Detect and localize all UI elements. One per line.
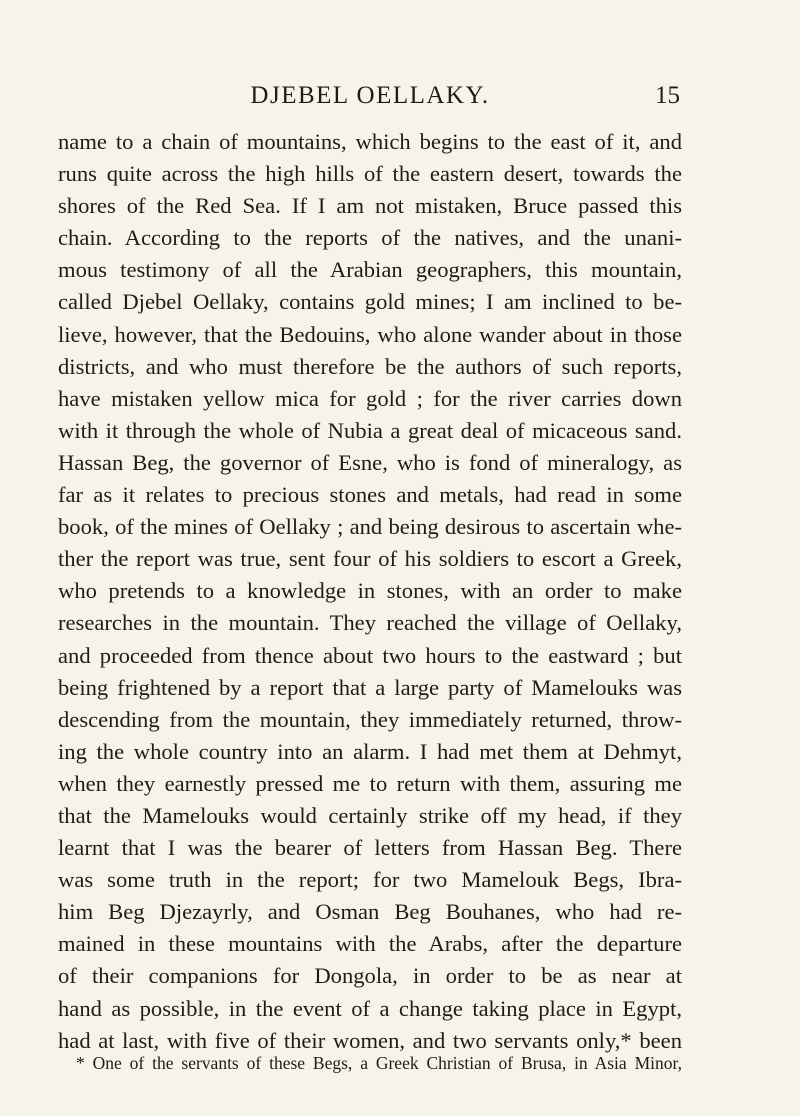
text-line: called Djebel Oellaky, contains gold mines; I am inclined to be-: [58, 289, 682, 315]
text-line: when they earnestly pressed me to return with them, assuring me: [58, 770, 682, 796]
text-line: runs quite across the high hills of the eastern desert, towards the: [58, 161, 682, 187]
text-line: with it through the whole of Nubia a great deal of micaceous sand.: [58, 417, 682, 443]
body-text: [58, 126, 682, 1057]
text-line: have mistaken yellow mica for gold ; for the river carries down: [58, 385, 682, 411]
text-line: was some truth in the report; for two Mamelouk Begs, Ibra-: [58, 867, 682, 893]
text-line: had at last, with five of their women, and two servants only,* been: [58, 1027, 682, 1053]
text-line: far as it relates to precious stones and metals, had read in some: [58, 482, 682, 508]
text-line: ther the report was true, sent four of his soldiers to escort a Greek,: [58, 546, 682, 572]
text-line: ing the whole country into an alarm. I had met them at Dehmyt,: [58, 738, 682, 764]
text-line: that the Mamelouks would certainly strike off my head, if they: [58, 802, 682, 828]
text-line: who pretends to a knowledge in stones, with an order to make: [58, 578, 682, 604]
text-line: and proceeded from thence about two hours to the eastward ; but: [58, 642, 682, 668]
text-line: descending from the mountain, they immediately returned, throw-: [58, 706, 682, 732]
text-line: chain. According to the reports of the natives, and the unani-: [58, 225, 682, 251]
text-line: mous testimony of all the Arabian geographers, this mountain,: [58, 257, 682, 283]
text-line: of their companions for Dongola, in order to be as near at: [58, 963, 682, 989]
text-line: name to a chain of mountains, which begins to the east of it, and: [58, 129, 682, 154]
text-line: lieve, however, that the Bedouins, who alone wander about in those: [58, 321, 682, 347]
running-head: [60, 78, 680, 114]
text-line: being frightened by a report that a large party of Mamelouks was: [58, 674, 682, 700]
text-line: shores of the Red Sea. If I am not mistaken, Bruce passed this: [58, 193, 682, 219]
text-line: Hassan Beg, the governor of Esne, who is fond of mineralogy, as: [58, 449, 682, 475]
text-line: learnt that I was the bearer of letters from Hassan Beg. There: [58, 835, 682, 861]
text-line: hand as possible, in the event of a change taking place in Egypt,: [58, 995, 682, 1021]
footnote: [58, 1050, 682, 1076]
text-line: mained in these mountains with the Arabs, after the departure: [58, 931, 682, 957]
text-line: book, of the mines of Oellaky ; and being desirous to ascertain whe-: [58, 514, 682, 540]
page-number: 15: [655, 82, 680, 109]
text-line: districts, and who must therefore be the authors of such reports,: [58, 353, 682, 379]
running-title: DJEBEL OELLAKY.: [250, 82, 490, 109]
text-line: researches in the mountain. They reached the village of Oellaky,: [58, 610, 682, 636]
text-line: him Beg Djezayrly, and Osman Beg Bouhanes, who had re-: [58, 899, 682, 925]
footnote-text: * One of the servants of these Begs, a Greek Christian of Brusa, in Asia Minor,: [76, 1053, 682, 1073]
